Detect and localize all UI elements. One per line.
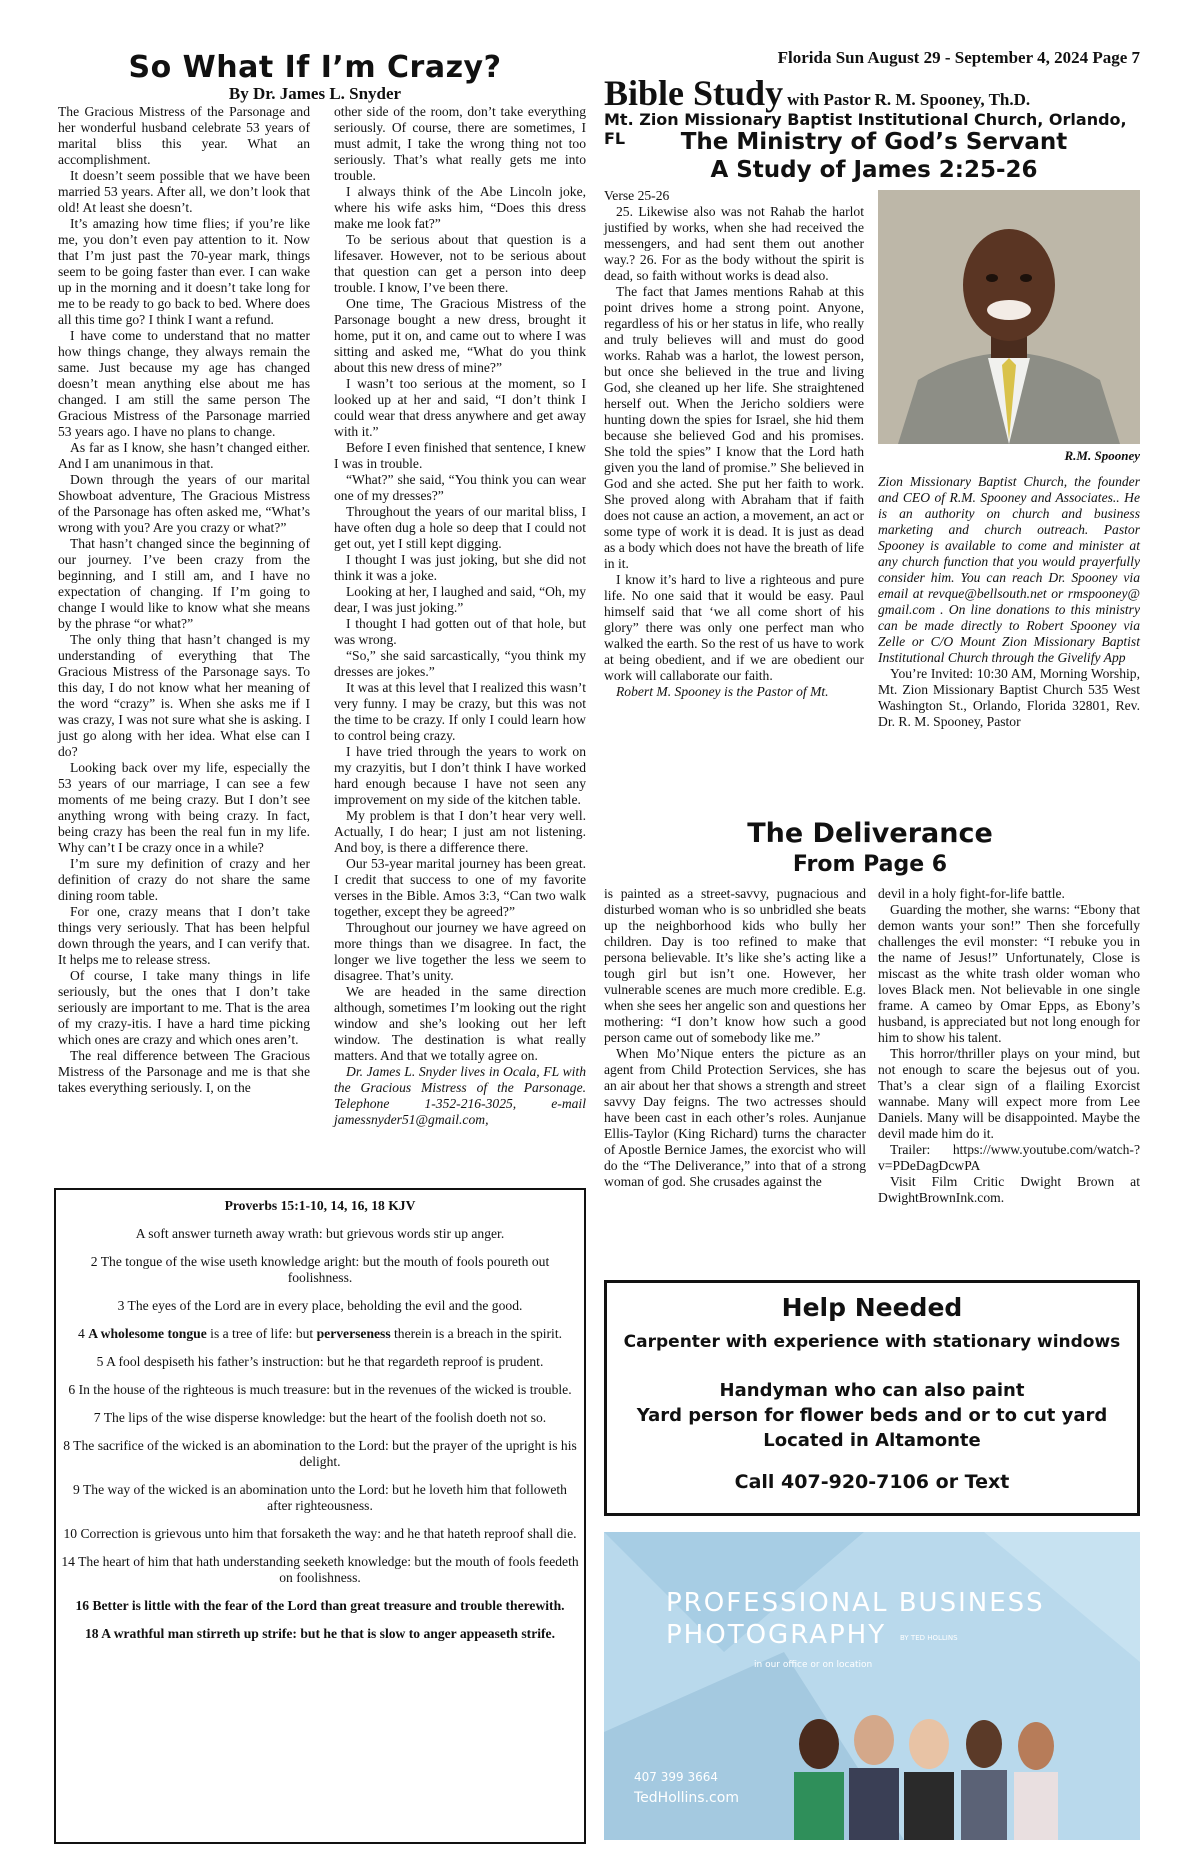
paragraph: I thought I had gotten out of that hole, but was wrong. (334, 616, 586, 647)
crazy-article-column-2 (334, 104, 586, 1128)
proverbs-verse: 5 A fool despiseth his father’s instruction: but he that regardeth reproof is prudent. (96, 1354, 544, 1369)
pastor-signature: Robert M. Spooney is the Pastor of Mt. (616, 684, 829, 699)
proverbs-verse: 7 The lips of the wise disperse knowledge: but the heart of the foolish doeth not so. (93, 1410, 547, 1425)
paragraph: The real difference between The Gracious Mistress of the Parsonage and me is that she takes everything seriously. I, on the (58, 1048, 310, 1095)
proverbs-verse: 3 The eyes of the Lord are in every place, beholding the evil and the good. (117, 1298, 523, 1313)
paragraph: One time, The Gracious Mistress of the Parsonage bought a new dress, brought it home, put it on, and came out to where I was sitting and asked me, “What do you think about this new dress of mine?” (334, 296, 586, 375)
help-needed-phone: Call 407-920-7106 or Text (734, 1471, 1010, 1493)
church-name: Mt. Zion Missionary Baptist Institutional Church, Orlando, FL (604, 110, 1127, 148)
paragraph: When Mo’Nique enters the picture as an agent from Child Protection Services, she has an air about her that shows a strength and street savvy Day feigns. The two actresses should have been cast in each other’s roles. Aunjanue Ellis-Taylor (King Richard) turns the character of Apostle Bernice James, the exorcist who will do the “The Deliverance,” into that of a strong woman of god. She crusades against the (604, 1046, 866, 1189)
help-needed-line: Carpenter with experience with stationary windows (623, 1332, 1121, 1352)
paragraph: As far as I know, she hasn’t changed either. And I am unanimous in that. (58, 440, 310, 471)
proverbs-verse: 10 Correction is grievous unto him that forsaketh the way: and he that hateth reproof shall die. (63, 1526, 577, 1541)
ad-title-line-1: PROFESSIONAL BUSINESS (666, 1588, 1045, 1618)
paragraph: Throughout our journey we have agreed on more things than we disagree. In fact, the longer we live together the less we seem to disagree. That’s unity. (334, 920, 586, 983)
paragraph: To be serious about that question is a lifesaver. However, not to be serious about that question can get a person into deep trouble. I know, I’ve been there. (334, 232, 586, 295)
paragraph: The Gracious Mistress of the Parsonage and her wonderful husband celebrate 53 years of marital bliss this year. What an accomplishment. (58, 104, 310, 167)
paragraph: I wasn’t too serious at the moment, so I looked up at her and said, “I don’t think I could wear that dress anywhere and get away with it.” (334, 376, 586, 439)
proverbs-verse: 6 In the house of the righteous is much treasure: but in the revenues of the wicked is trouble. (68, 1382, 572, 1397)
help-needed-ad (604, 1280, 1140, 1516)
deliverance-title: The Deliverance (747, 818, 993, 849)
ministry-heading (604, 128, 1144, 184)
proverbs-box (54, 1188, 586, 1844)
proverbs-verse: 16 Better is little with the fear of the Lord than great treasure and trouble therewith. (75, 1598, 565, 1613)
proverbs-verse: 9 The way of the wicked is an abomination unto the Lord: but he loveth him that followeth after righteousness. (73, 1482, 567, 1513)
paragraph: I know it’s hard to live a righteous and pure life. No one said that it would be easy. Paul himself said that ‘we all come short of his glory” there was only one perfect man who walked the earth. So the rest of us have to work at being obedient, and if we are obedient our work will callaborate our faith. (604, 572, 864, 683)
ad-title-line-2: PHOTOGRAPHY (666, 1620, 887, 1650)
paragraph: We are headed in the same direction although, sometimes I’m looking out the right window and she’s looking out her left window. The destination is what really matters. And that we totally agree on. (334, 984, 586, 1063)
pastor-portrait-illustration (878, 190, 1140, 444)
help-needed-line: Located in Altamonte (763, 1430, 981, 1451)
proverbs-verse: A soft answer turneth away wrath: but grievous words stir up anger. (135, 1226, 505, 1241)
paragraph: The fact that James mentions Rahab at this point drives home a strong point. Anyone, regardless of his or her status in life, who really and truly believes will and must do good works. Rahab was a harlot, the lowest person, but once she believed in the true and living God, she cleaned up her life. She straightened herself out. When the Jericho soldiers were hunting down the spies for Israel, she hid them because she believed God and his promises. She told the spies” I know that the Lord hath given you the land of promise.” She believed in God and she acted. She put her faith to work. She proved along with Abraham that if faith does not cause an action, a movement, an act or some type of work it is dead. It is just as dead as a body which does not have the breath of life in it. (604, 284, 864, 571)
paragraph: is painted as a street-savvy, pugnacious and disturbed woman who is so unbridled she beats up the neighborhood kids who bully her children. Day is too refined to make that persona believable. It’s like she’s acting like a tough girl but isn’t one. However, her vulnerable scenes are much more credible. E.g. when she sees her angelic son and questions her mothering: “I don’t know how such a good person came out of somebody like me.” (604, 886, 866, 1045)
bible-study-column-1 (604, 188, 864, 700)
paragraph: The only thing that hasn’t changed is my understanding of everything that The Gracious Mistress of the Parsonage says. To this day, I do not know what her meaning of the word “crazy” is. When she asks me if I was crazy, I was not sure what she is asking. I just go along with her idea. What else can I do? (58, 632, 310, 759)
deliverance-column-1 (604, 886, 866, 1190)
paragraph: My problem is that I don’t hear very well. Actually, I do hear; I just am not listening. And boy, is there a difference there. (334, 808, 586, 855)
ministry-heading-line-1: The Ministry of God’s Servant (680, 129, 1068, 155)
ad-phone: 407 399 3664 (634, 1770, 718, 1784)
worship-invite: You’re Invited: 10:30 AM, Morning Worship, Mt. Zion Missionary Baptist Church 535 West Washington St., Orlando, Florida 32801, Rev. Dr. R. M. Spooney, Pastor (878, 666, 1140, 729)
crazy-article-title: So What If I’m Crazy? (128, 50, 502, 85)
pastor-photo (878, 190, 1140, 444)
ministry-heading-line-2: A Study of James 2:25-26 (710, 157, 1038, 183)
page-header: Florida Sun August 29 - September 4, 2024 Page 7 (777, 48, 1140, 67)
paragraph: This horror/thriller plays on your mind, but not enough to scare the bejesus out of you. That’s a clear sign of a flailing Exorcist wannabe. Many will expect more from Lee Daniels. Many will be disappointed. Maybe the devil made him do it. (878, 1046, 1140, 1141)
paragraph: 25. Likewise also was not Rahab the harlot justified by works, when she had received the messengers, and had sent them out another way.? 26. For as the body without the spirit is dead, so faith without works is dead also. (604, 204, 864, 283)
paragraph: Throughout the years of our marital bliss, I have often dug a hole so deep that I could not get out, yet I still kept digging. (334, 504, 586, 551)
paragraph: Looking back over my life, especially the 53 years of our marriage, I can see a few moments of me being crazy. But I don’t see anything wrong with being crazy. In fact, being crazy has been the real fun in my life. Why can’t I be crazy once in a while? (58, 760, 310, 855)
help-needed-title: Help Needed (781, 1293, 963, 1322)
pastor-bio: Zion Missionary Baptist Church, the founder and CEO of R.M. Spooney and Associates.. He is an authority on church and business marketing and church outreach. Pastor Spooney is available to come and minister at any church function that you would prayerfully consider him. You can reach Dr. Spooney via email at revque@bellsouth.net or rmspooney@ gmail.com . On line donations to this ministry can be made directly to Robert Spooney via Zelle or C/O Mount Zion Missionary Baptist Institutional Church through the Givelify App (878, 474, 1140, 665)
author-bio: Dr. James L. Snyder lives in Ocala, FL with the Gracious Mistress of the Parsonage. Telephone 1-352-216-3025, e-mail jamessnyder51@gmail.com, (334, 1064, 586, 1127)
paragraph: I thought I was just joking, but she did not think it was a joke. (334, 552, 586, 583)
ad-website[interactable]: TedHollins.com (634, 1790, 739, 1806)
help-needed-line: Yard person for flower beds and or to cut yard (636, 1405, 1108, 1426)
paragraph: other side of the room, don’t take everything seriously. Of course, there are sometimes, I must admit, I take the wrong thing not too seriously. That’s what really gets me into trouble. (334, 104, 586, 183)
proverbs-verse: 14 The heart of him that hath understanding seeketh knowledge: but the mouth of fools feedeth on foolishness. (61, 1554, 579, 1585)
proverbs-verse: 18 A wrathful man stirreth up strife: but he that is slow to anger appeaseth strife. (85, 1626, 555, 1641)
proverbs-title: Proverbs 15:1-10, 14, 16, 18 KJV (224, 1198, 416, 1213)
bible-study-column-2 (878, 474, 1140, 730)
verse-bold-text: perverseness (316, 1326, 391, 1341)
verse-label: Verse 25-26 (604, 188, 670, 203)
proverbs-verse: 8 The sacrifice of the wicked is an abomination to the Lord: but the prayer of the upright is his delight. (63, 1438, 577, 1469)
trailer-link[interactable]: Trailer: https://www.youtube.com/watch-?v=PDeDagDcwPA (878, 1142, 1140, 1173)
paragraph: Our 53-year marital journey has been great. I credit that success to one of my favorite verses in the Bible. Amos 3:3, “Can two walk together, except they be agreed?” (334, 856, 586, 919)
paragraph: It was at this level that I realized this wasn’t very funny. I may be crazy, but this was not the time to be crazy. If only I could learn how to control being crazy. (334, 680, 586, 743)
bible-study-title (604, 72, 1144, 114)
paragraph: I’m sure my definition of crazy and her definition of crazy do not share the same dining room table. (58, 856, 310, 903)
photo-caption: R.M. Spooney (1064, 448, 1140, 463)
paragraph: Guarding the mother, she warns: “Ebony that demon wants your son!” Then she forcefully challenges the evil monster: “I rebuke you in the name of Jesus!” Unfortunately, Close is miscast as the white trash older woman who loves Black men. Not believable in one single frame. A cameo by Omar Epps, as Ebony’s husband, is appreciated but not long enough for him to show his talent. (878, 902, 1140, 1045)
ad-tagline: in our office or on location (754, 1660, 873, 1670)
photography-ad (604, 1532, 1140, 1840)
bible-study-title-main: Bible Study (604, 73, 784, 113)
paragraph: It’s amazing how time flies; if you’re like me, you don’t even pay attention to it. Now that I’m just past the 70-year mark, things seem to be going faster than ever. I can wake up in the morning and it doesn’t take long for me to be ready to go back to bed. Where does all this time go? I think I want a refund. (58, 216, 310, 327)
critic-link[interactable]: Visit Film Critic Dwight Brown at DwightBrownInk.com. (878, 1174, 1140, 1205)
paragraph: It doesn’t seem possible that we have been married 53 years. After all, we don’t look that old! At least she doesn’t. (58, 168, 310, 215)
paragraph: I have tried through the years to work on my crazyitis, but I don’t think I have worked hard enough because I have not seen any improvement on my side of the kitchen table. (334, 744, 586, 807)
help-needed-line: Handyman who can also paint (719, 1380, 1025, 1401)
paragraph: I have come to understand that no matter how things change, they always remain the same. Just because my age has changed doesn’t mean anything else about me has changed. I am still the same person The Gracious Mistress of the Parsonage married 53 years ago. I have no plans to change. (58, 328, 310, 439)
paragraph: That hasn’t changed since the beginning of our journey. I’ve been crazy from the beginning, and I still am, and I have no expectation of changing. If I’m going to change I would like to know what she means by the phrase “or what?” (58, 536, 310, 631)
crazy-article-column-1 (58, 104, 310, 1096)
deliverance-column-2 (878, 886, 1140, 1206)
paragraph: I always think of the Abe Lincoln joke, where his wife asks him, “Does this dress make me look fat?” (334, 184, 586, 231)
paragraph: devil in a holy fight-for-life battle. (878, 886, 1065, 901)
deliverance-subtitle: From Page 6 (792, 852, 948, 877)
paragraph: For one, crazy means that I don’t take things very seriously. That has been helpful down through the years, and I can verify that. It helps me to release stress. (58, 904, 310, 967)
paragraph: Down through the years of our marital Showboat adventure, The Gracious Mistress of the Parsonage has often asked me, “What’s wrong with you? Are you crazy or what?” (58, 472, 310, 535)
paragraph: Of course, I take many things in life seriously, but the ones that I don’t take seriously are important to me. That is the area of my crazy-itis. I have a hard time picking which ones are crazy and which ones aren’t. (58, 968, 310, 1047)
paragraph: Before I even finished that sentence, I knew I was in trouble. (334, 440, 586, 471)
proverbs-verse-4 (60, 1326, 580, 1342)
verse-text: is a tree of life: but (206, 1326, 317, 1341)
paragraph: Looking at her, I laughed and said, “Oh, my dear, I was just joking.” (334, 584, 586, 615)
paragraph: “So,” she said sarcastically, “you think my dresses are jokes.” (334, 648, 586, 679)
paragraph: “What?” she said, “You think you can wear one of my dresses?” (334, 472, 586, 503)
verse-text: therein is a breach in the spirit. (390, 1326, 563, 1341)
bible-study-title-pastor: with Pastor R. M. Spooney, Th.D. (787, 90, 1031, 109)
verse-bold-text: A wholesome tongue (88, 1326, 207, 1341)
crazy-article-byline: By Dr. James L. Snyder (228, 84, 402, 103)
verse-text: 4 (77, 1326, 89, 1341)
ad-byline: BY TED HOLLINS (900, 1634, 958, 1642)
proverbs-verse: 2 The tongue of the wise useth knowledge aright: but the mouth of fools poureth out foolishness. (90, 1254, 550, 1285)
